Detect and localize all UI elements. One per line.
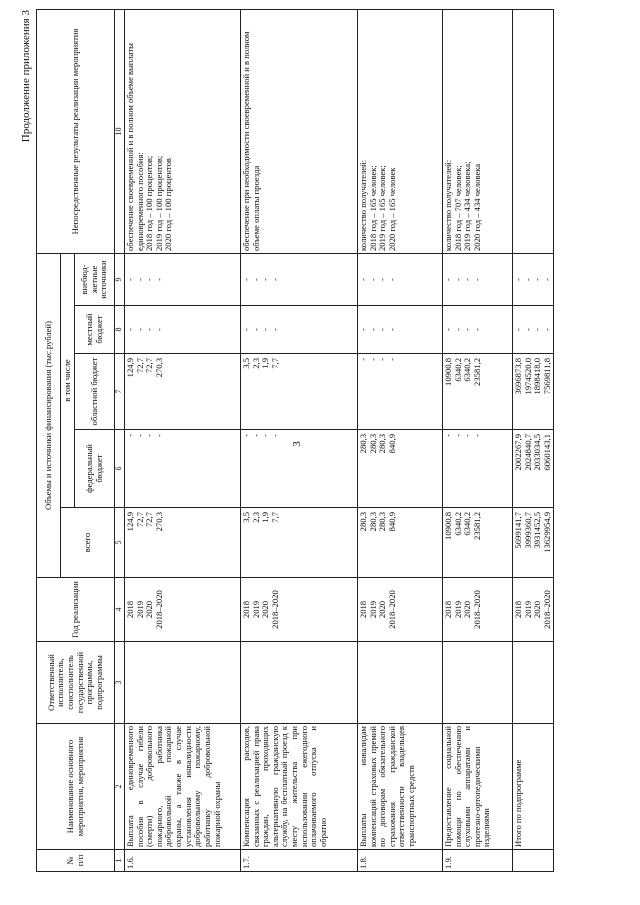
col-number: 1 bbox=[115, 850, 125, 872]
row-federal-line: 2024840,7 bbox=[522, 434, 533, 471]
row-years-line: 2019 bbox=[522, 600, 533, 619]
row-result-line: количество получателей: bbox=[442, 159, 453, 251]
row-extra-line: - bbox=[462, 278, 473, 281]
row-local bbox=[240, 306, 357, 354]
row-executor bbox=[124, 642, 240, 724]
row-regional-line: 6340,2 bbox=[452, 358, 463, 382]
row-extra-line: - bbox=[522, 278, 533, 281]
row-years-line: 2018–2020 bbox=[541, 590, 552, 629]
row-local-line: - bbox=[462, 328, 473, 331]
row-result-line: 2019 год – 434 человека; bbox=[462, 161, 473, 251]
row-total-line: 13629954,9 bbox=[541, 512, 552, 553]
row-extra-line: - bbox=[512, 278, 523, 281]
row-result-line: 2020 год – 434 человека bbox=[471, 163, 482, 251]
row-extra-line: - bbox=[386, 278, 397, 281]
row-regional-line: - bbox=[377, 358, 388, 361]
row-federal-line: 2033034,5 bbox=[532, 434, 543, 471]
row-years-line: 2020 bbox=[144, 600, 155, 619]
row-regional-line: 23581,2 bbox=[471, 358, 482, 386]
row-federal-line: - bbox=[442, 434, 453, 437]
row-years-line: 2019 bbox=[367, 600, 378, 619]
row-years-line: 2018 bbox=[512, 600, 523, 619]
row-local-line: - bbox=[124, 328, 135, 331]
row-federal-line: 280,3 bbox=[377, 434, 388, 454]
row-federal bbox=[357, 430, 442, 508]
row-local-line: - bbox=[269, 328, 280, 331]
col-number: 8 bbox=[115, 306, 125, 354]
row-total-line: 124,9 bbox=[124, 512, 135, 532]
row-local-line: - bbox=[260, 328, 271, 331]
row-total bbox=[124, 508, 240, 578]
header-funding: Объемы и источники финансирования (тыс.рублей) bbox=[37, 253, 61, 577]
row-executor bbox=[240, 642, 357, 724]
row-local-line: - bbox=[452, 328, 463, 331]
row-number bbox=[512, 850, 554, 872]
row-regional bbox=[512, 354, 554, 430]
row-federal-line: - bbox=[250, 434, 261, 437]
row-total-line: 72,7 bbox=[144, 512, 155, 528]
row-federal-line: - bbox=[134, 434, 145, 437]
col-number: 9 bbox=[115, 253, 125, 305]
row-federal-line: - bbox=[260, 434, 271, 437]
row-regional-line: 7,7 bbox=[269, 358, 280, 369]
row-total bbox=[240, 508, 357, 578]
row-extra-line: - bbox=[260, 278, 271, 281]
row-local-line: - bbox=[153, 328, 164, 331]
row-name: Предоставление социальной помощи по обеспечению слуховыми аппаратами и протезно-ортопедическими изделиями bbox=[442, 724, 512, 850]
row-years-line: 2018 bbox=[124, 600, 135, 619]
col-number: 3 bbox=[115, 642, 125, 724]
row-total-line: 3999360,7 bbox=[522, 512, 533, 549]
row-regional-line: 72,7 bbox=[144, 358, 155, 374]
row-extra-line: - bbox=[442, 278, 453, 281]
row-federal-line: 280,3 bbox=[367, 434, 378, 454]
row-regional-line: 3696873,8 bbox=[512, 358, 523, 395]
row-years-line: 2018–2020 bbox=[269, 590, 280, 629]
row-result-line: 2020 год – 100 процентов bbox=[163, 158, 174, 251]
row-number: 1.8. bbox=[357, 850, 442, 872]
row-local-line: - bbox=[541, 328, 552, 331]
row-regional-line: - bbox=[367, 358, 378, 361]
header-federal: федеральный бюджет bbox=[75, 430, 115, 508]
row-years-line: 2020 bbox=[377, 600, 388, 619]
row-result bbox=[442, 9, 512, 253]
header-local: местный бюджет bbox=[75, 306, 115, 354]
row-years-line: 2019 bbox=[134, 600, 145, 619]
row-federal-line: - bbox=[452, 434, 463, 437]
row-local bbox=[442, 306, 512, 354]
row-local bbox=[512, 306, 554, 354]
row-extra-line: - bbox=[471, 278, 482, 281]
row-regional-line: - bbox=[357, 358, 368, 361]
row-total bbox=[442, 508, 512, 578]
row-total-line: 72,7 bbox=[134, 512, 145, 528]
row-regional-line: 1898418,0 bbox=[532, 358, 543, 395]
row-result-line: 2020 год – 165 человек bbox=[386, 167, 397, 251]
row-regional-line: 2,3 bbox=[250, 358, 261, 369]
row-local-line: - bbox=[471, 328, 482, 331]
row-extra bbox=[357, 253, 442, 305]
header-number: № п/п bbox=[37, 850, 115, 872]
row-regional-line: 72,7 bbox=[134, 358, 145, 374]
row-total bbox=[512, 508, 554, 578]
header-regional: областной бюджет bbox=[75, 354, 115, 430]
row-total-line: 6340,2 bbox=[462, 512, 473, 536]
header-name: Наименование основного мероприятия, мероприятия bbox=[37, 724, 115, 850]
row-number: 1.7. bbox=[240, 850, 357, 872]
header-executor: Ответственный исполнитель, соисполнитель государственной программы, подпрограммы bbox=[37, 642, 115, 724]
row-result-line: обеспечение при необходимости своевременной и в полном объеме оплаты проезда bbox=[240, 31, 261, 251]
row-local-line: - bbox=[240, 328, 251, 331]
row-extra-line: - bbox=[240, 278, 251, 281]
header-including: в том числе bbox=[61, 253, 75, 507]
row-total-line: 5699141,7 bbox=[512, 512, 523, 549]
row-local-line: - bbox=[386, 328, 397, 331]
appendix-subtitle: Продолжение приложения 3 bbox=[20, 10, 32, 143]
row-local-line: - bbox=[512, 328, 523, 331]
row-extra-line: - bbox=[357, 278, 368, 281]
row-result-line: 2018 год – 100 процентов; bbox=[144, 155, 155, 251]
row-years-line: 2019 bbox=[250, 600, 261, 619]
funding-table bbox=[36, 9, 554, 872]
row-years-line: 2018 bbox=[442, 600, 453, 619]
row-result bbox=[357, 9, 442, 253]
row-years-line: 2018–2020 bbox=[386, 590, 397, 629]
row-local bbox=[124, 306, 240, 354]
row-federal-line: - bbox=[471, 434, 482, 437]
row-extra bbox=[442, 253, 512, 305]
row-regional-line: 10900,8 bbox=[442, 358, 453, 386]
table-row bbox=[357, 9, 442, 871]
row-federal-line: - bbox=[153, 434, 164, 437]
row-regional-line: - bbox=[386, 358, 397, 361]
row-local-line: - bbox=[357, 328, 368, 331]
row-federal-line: 280,3 bbox=[357, 434, 368, 454]
row-regional bbox=[357, 354, 442, 430]
row-federal-line: 2002267,9 bbox=[512, 434, 523, 471]
row-total bbox=[357, 508, 442, 578]
row-federal-line: 6060143,1 bbox=[541, 434, 552, 471]
col-number: 5 bbox=[115, 508, 125, 578]
row-local-line: - bbox=[377, 328, 388, 331]
row-regional-line: 124,9 bbox=[124, 358, 135, 378]
table-row bbox=[512, 9, 554, 871]
rotated-sheet bbox=[20, 10, 552, 872]
row-executor bbox=[512, 642, 554, 724]
col-number: 2 bbox=[115, 724, 125, 850]
row-total-line: 280,3 bbox=[377, 512, 388, 532]
row-extra bbox=[240, 253, 357, 305]
row-result-line: 2019 год – 165 человек; bbox=[377, 165, 388, 251]
col-number: 4 bbox=[115, 578, 125, 642]
row-result-line: 2019 год – 100 процентов; bbox=[153, 155, 164, 251]
row-federal-line: - bbox=[124, 434, 135, 437]
row-result bbox=[512, 9, 554, 253]
row-regional bbox=[240, 354, 357, 430]
row-extra-line: - bbox=[153, 278, 164, 281]
row-extra-line: - bbox=[250, 278, 261, 281]
row-total-line: 840,9 bbox=[386, 512, 397, 532]
row-extra-line: - bbox=[269, 278, 280, 281]
row-years bbox=[124, 578, 240, 642]
table-row bbox=[124, 9, 240, 871]
row-regional bbox=[442, 354, 512, 430]
row-federal-line: - bbox=[144, 434, 155, 437]
row-local-line: - bbox=[522, 328, 533, 331]
row-extra-line: - bbox=[124, 278, 135, 281]
row-extra-line: - bbox=[144, 278, 155, 281]
row-total-line: 3931452,5 bbox=[532, 512, 543, 549]
header-extra: внебюд-жетные источники bbox=[75, 253, 115, 305]
row-local-line: - bbox=[134, 328, 145, 331]
row-total-line: 6340,2 bbox=[452, 512, 463, 536]
row-years-line: 2018 bbox=[240, 600, 251, 619]
row-total-line: 280,3 bbox=[367, 512, 378, 532]
row-name: Выплаты инвалидам компенсаций страховых премий по договорам обязательного страхования гражданской ответственности владельцев транспортных средств bbox=[357, 724, 442, 850]
row-executor bbox=[442, 642, 512, 724]
table-row bbox=[240, 9, 357, 871]
table-row bbox=[442, 9, 512, 871]
row-years-line: 2018–2020 bbox=[471, 590, 482, 629]
page-number: 3 bbox=[291, 441, 303, 447]
row-name: Итого по подпрограмме bbox=[512, 724, 554, 850]
row-federal-line: 840,9 bbox=[386, 434, 397, 454]
row-federal-line: - bbox=[240, 434, 251, 437]
row-extra bbox=[512, 253, 554, 305]
row-years-line: 2018 bbox=[357, 600, 368, 619]
row-total-line: 7,7 bbox=[269, 512, 280, 523]
header-result: Непосредственные результаты реализации мероприятия bbox=[37, 9, 115, 253]
row-extra-line: - bbox=[532, 278, 543, 281]
row-result-line: 2018 год – 707 человек; bbox=[452, 165, 463, 251]
row-years-line: 2020 bbox=[532, 600, 543, 619]
row-result-line: обеспечение своевременной и в полном объеме выплаты единовременного пособия: bbox=[124, 43, 145, 251]
row-total-line: 10900,8 bbox=[442, 512, 453, 540]
row-federal bbox=[442, 430, 512, 508]
row-extra-line: - bbox=[134, 278, 145, 281]
row-years bbox=[512, 578, 554, 642]
row-extra-line: - bbox=[367, 278, 378, 281]
row-extra-line: - bbox=[541, 278, 552, 281]
row-result bbox=[124, 9, 240, 253]
row-total-line: 270,3 bbox=[153, 512, 164, 532]
row-total-line: 2,3 bbox=[250, 512, 261, 523]
row-regional-line: 270,3 bbox=[153, 358, 164, 378]
row-years-line: 2019 bbox=[452, 600, 463, 619]
row-regional bbox=[124, 354, 240, 430]
row-regional-line: 6340,2 bbox=[462, 358, 473, 382]
row-total-line: 280,3 bbox=[357, 512, 368, 532]
row-years-line: 2018–2020 bbox=[153, 590, 164, 629]
row-result-line: количество получателей: bbox=[357, 159, 368, 251]
header-year: Год реализации bbox=[37, 578, 115, 642]
row-federal bbox=[512, 430, 554, 508]
row-executor bbox=[357, 642, 442, 724]
row-regional-line: 7569811,8 bbox=[541, 358, 552, 395]
row-federal-line: - bbox=[462, 434, 473, 437]
row-name: Компенсация расходов, связанных с реализацией права граждан, проходящих альтернативную гражданскую службу, на бесплатный проезд к месту жительства при использовании ежегодного оплачиваемого отпуска и обратно bbox=[240, 724, 357, 850]
row-local-line: - bbox=[367, 328, 378, 331]
header-total: всего bbox=[61, 508, 115, 578]
row-local-line: - bbox=[532, 328, 543, 331]
row-years-line: 2020 bbox=[462, 600, 473, 619]
col-number: 10 bbox=[115, 9, 125, 253]
col-number: 7 bbox=[115, 354, 125, 430]
row-local-line: - bbox=[442, 328, 453, 331]
row-extra bbox=[124, 253, 240, 305]
row-number: 1.6. bbox=[124, 850, 240, 872]
row-extra-line: - bbox=[452, 278, 463, 281]
row-years bbox=[357, 578, 442, 642]
row-number: 1.9. bbox=[442, 850, 512, 872]
row-years bbox=[442, 578, 512, 642]
row-regional-line: 3,5 bbox=[240, 358, 251, 369]
col-number: 6 bbox=[115, 430, 125, 508]
row-name: Выплата единовременного пособия в случае гибели (смерти) добровольного пожарного, работника добровольной пожарной охраны, а также в случае установления инвалидности добровольному пожарному, работнику добровольной пожарной охраны bbox=[124, 724, 240, 850]
row-regional-line: 1,9 bbox=[260, 358, 271, 369]
row-total-line: 3,5 bbox=[240, 512, 251, 523]
row-local-line: - bbox=[144, 328, 155, 331]
row-regional-line: 1974520,0 bbox=[522, 358, 533, 395]
row-total-line: 1,9 bbox=[260, 512, 271, 523]
table-body bbox=[124, 9, 554, 871]
row-result-line: 2018 год – 165 человек; bbox=[367, 165, 378, 251]
row-years bbox=[240, 578, 357, 642]
row-federal-line: - bbox=[269, 434, 280, 437]
row-total-line: 23581,2 bbox=[471, 512, 482, 540]
row-federal bbox=[240, 430, 357, 508]
row-federal bbox=[124, 430, 240, 508]
column-numbers-row bbox=[115, 9, 125, 871]
row-result bbox=[240, 9, 357, 253]
row-local-line: - bbox=[250, 328, 261, 331]
row-years-line: 2020 bbox=[260, 600, 271, 619]
row-extra-line: - bbox=[377, 278, 388, 281]
row-local bbox=[357, 306, 442, 354]
